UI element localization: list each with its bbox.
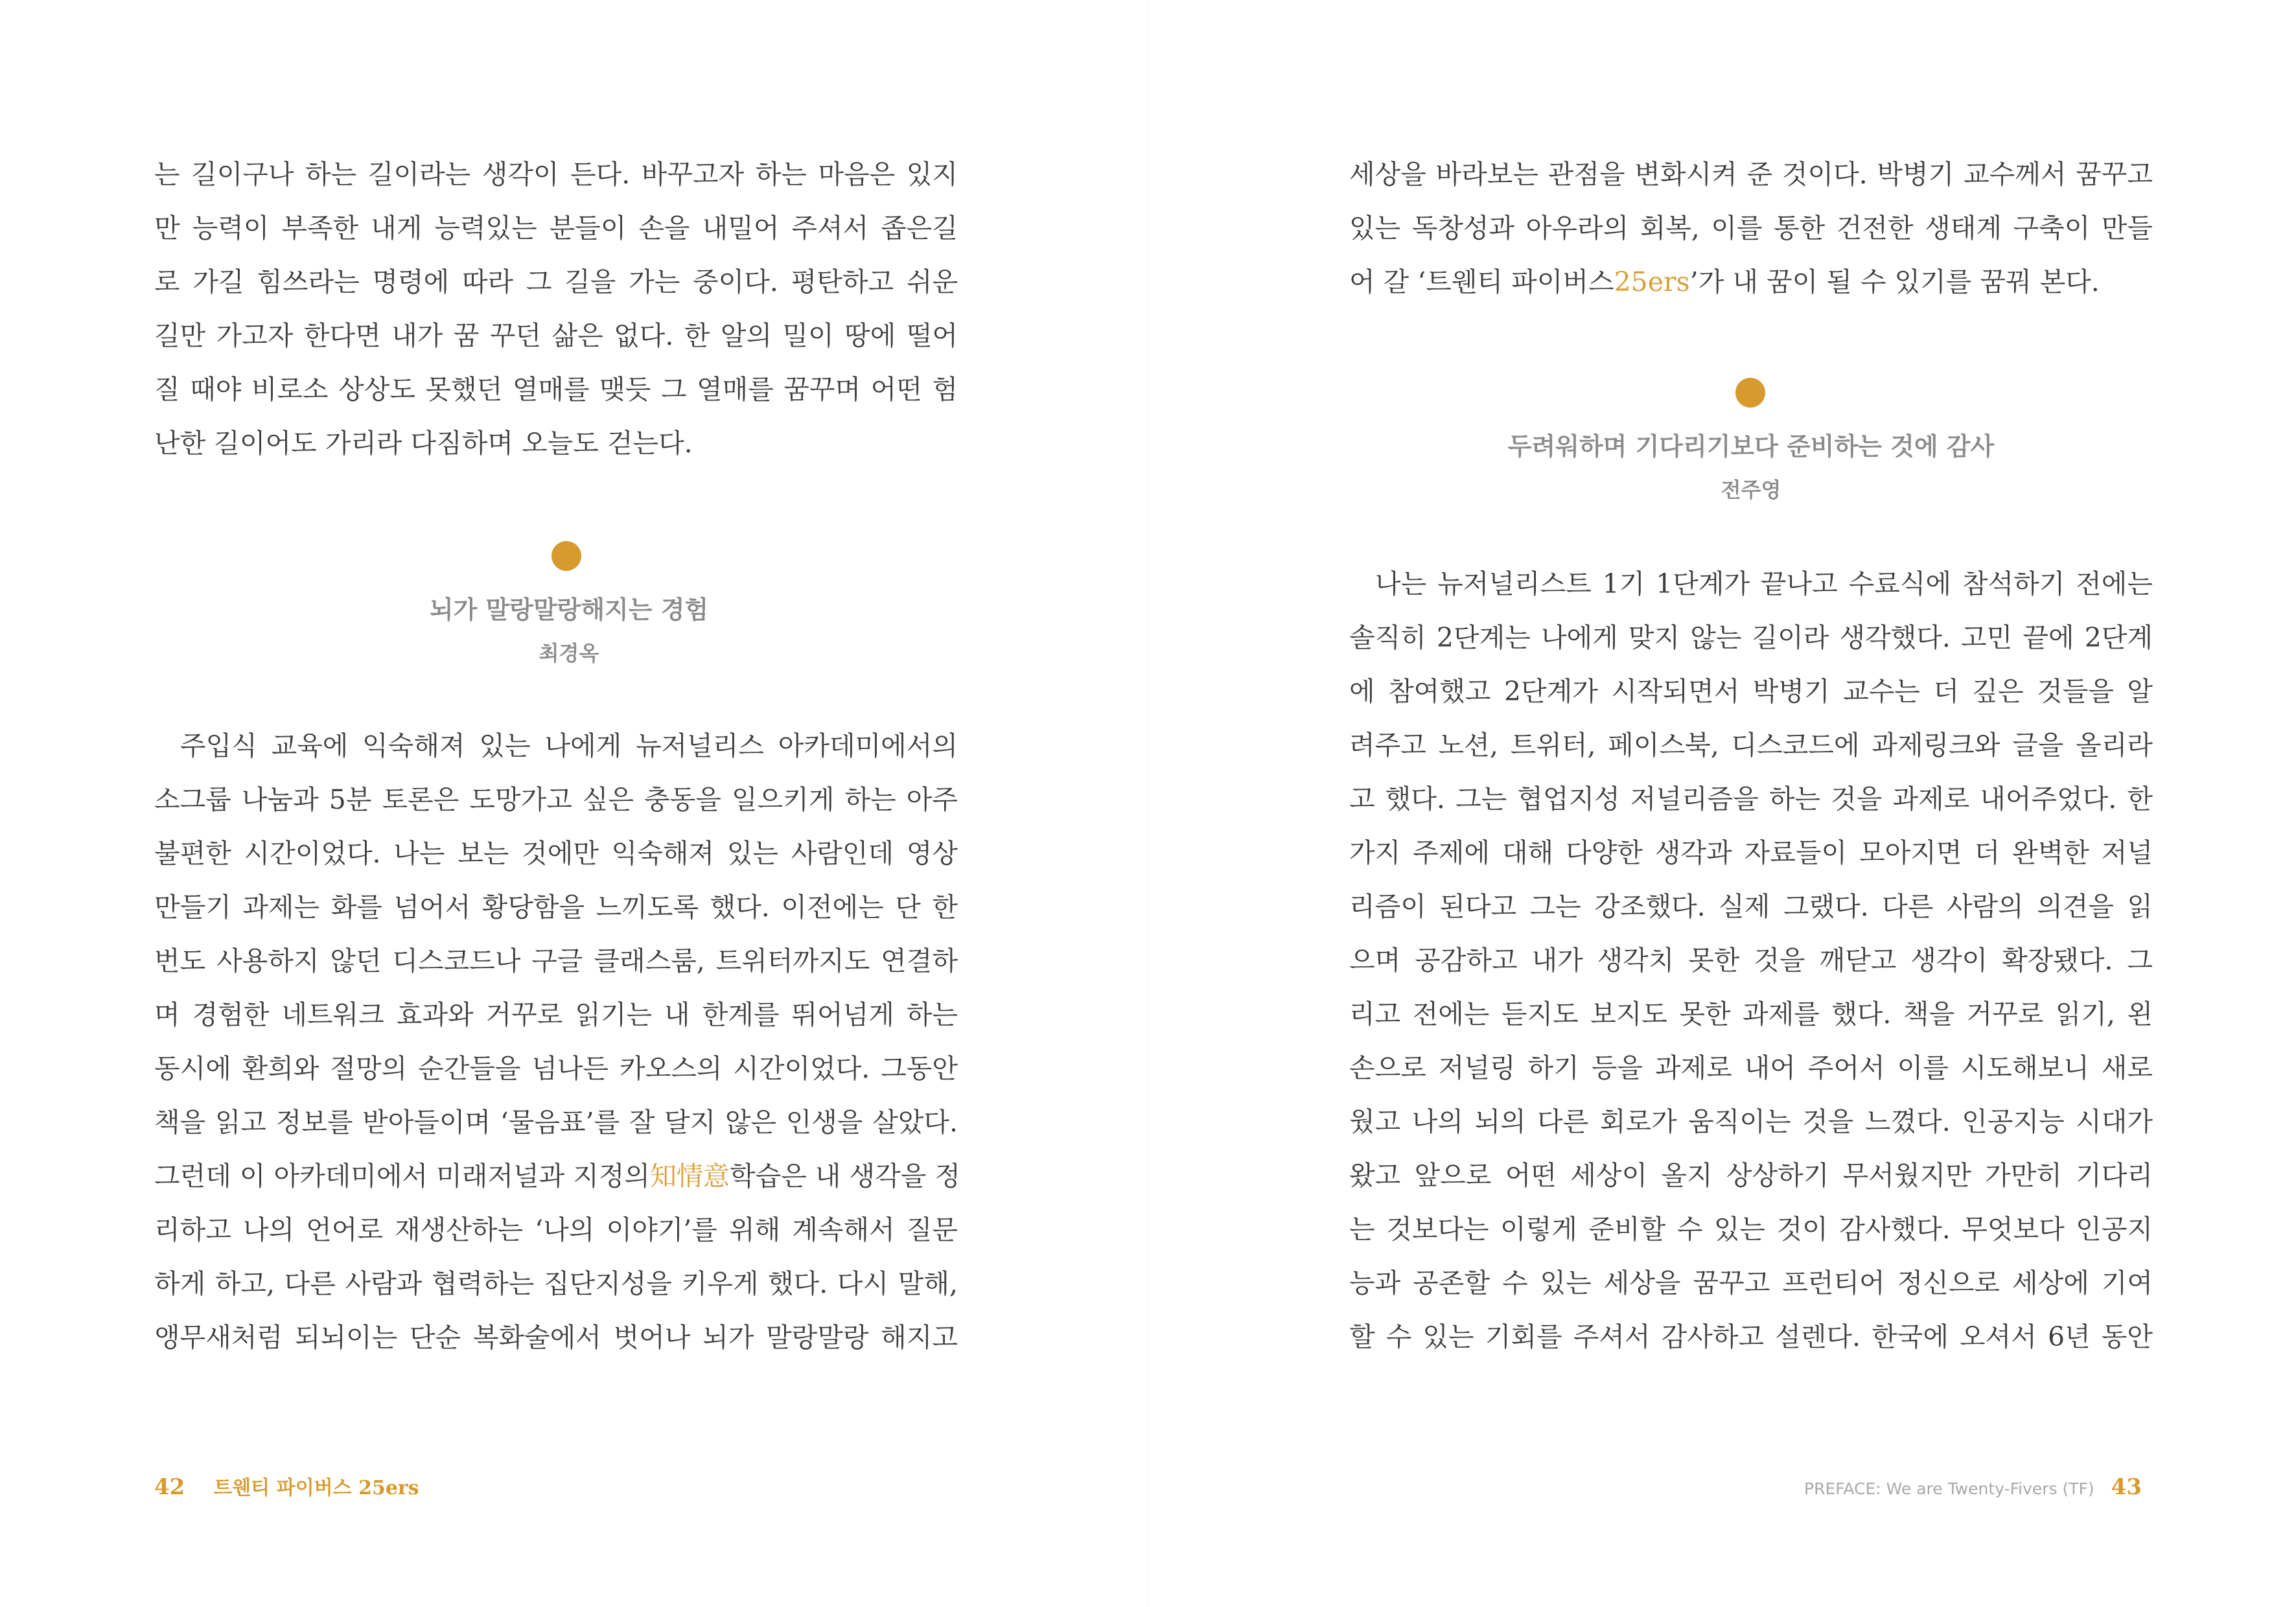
page-number: 42 (154, 1474, 185, 1500)
text-line (1349, 255, 2153, 309)
text-line: 리고 전에는 듣지도 보지도 못한 과제를 했다. 책을 거꾸로 읽기, 왼 (1349, 999, 2153, 1030)
brand-highlight: 25ers (1614, 266, 1690, 297)
text-line: 주입식 교육에 익숙해져 있는 나에게 뉴저널리스 아카데미에서의 (180, 730, 958, 761)
text-line: 웠고 나의 뇌의 다른 회로가 움직이는 것을 느꼈다. 인공지능 시대가 (1349, 1106, 2153, 1137)
text-line: 려주고 노션, 트위터, 페이스북, 디스코드에 과제링크와 글을 올리라 (1349, 730, 2153, 761)
section-author: 최경옥 (539, 641, 599, 665)
text-line: 번도 사용하지 않던 디스코드나 구글 클래스룸, 트위터까지도 연결하 (154, 945, 958, 977)
text-line: 세상을 바라보는 관점을 변화시켜 준 것이다. 박병기 교수께서 꿈꾸고 (1349, 159, 2153, 190)
text-line: 에 참여했고 2단계가 시작되면서 박병기 교수는 더 깊은 것들을 알 (1349, 676, 2153, 707)
text-line: 할 수 있는 기회를 주셔서 감사하고 설렌다. 한국에 오셔서 6년 동안 (1349, 1321, 2153, 1352)
section-author: 전주영 (1721, 478, 1781, 502)
section-title: 두려워하며 기다리기보다 준비하는 것에 감사 (1507, 432, 1995, 461)
text-span: 어 갈 ‘트웬티 파이버스 (1349, 266, 1614, 297)
text-line: 리하고 나의 언어로 재생산하는 ‘나의 이야기’를 위해 계속해서 질문 (154, 1214, 958, 1245)
text-line: 솔직히 2단계는 나에게 맞지 않는 길이라 생각했다. 고민 끝에 2단계 (1349, 622, 2153, 653)
text-line: 길만 가고자 한다면 내가 꿈 꾸던 삶은 없다. 한 알의 밀이 땅에 떨어 (154, 320, 958, 351)
right-body-paragraph (1349, 557, 2153, 1364)
left-top-paragraph (154, 148, 958, 470)
text-line: 만 능력이 부족한 내게 능력있는 분들이 손을 내밀어 주셔서 좁은길 (154, 213, 958, 244)
section-title: 뇌가 말랑말랑해지는 경험 (429, 595, 709, 624)
text-line: 가지 주제에 대해 다양한 생각과 자료들이 모아지면 더 완벽한 저널 (1349, 837, 2153, 868)
text-line: 불편한 시간이었다. 나는 보는 것에만 익숙해져 있는 사람인데 영상 (154, 838, 958, 869)
text-line: 으며 공감하고 내가 생각치 못한 것을 깨닫고 생각이 확장됐다. 그 (1349, 945, 2153, 976)
text-line: 며 경험한 네트워크 효과와 거꾸로 읽기는 내 한계를 뛰어넘게 하는 (154, 999, 958, 1030)
page-number: 43 (2111, 1474, 2142, 1500)
text-line (154, 1150, 958, 1203)
text-line: 는 것보다는 이렇게 준비할 수 있는 것이 감사했다. 무엇보다 인공지 (1349, 1214, 2153, 1245)
text-line: 있는 독창성과 아우라의 회복, 이를 통한 건전한 생태계 구축이 만들 (1349, 213, 2153, 244)
text-line: 나는 뉴저널리스트 1기 1단계가 끝나고 수료식에 참석하기 전에는 (1375, 568, 2153, 599)
text-line: 난한 길이어도 가리라 다짐하며 오늘도 걷는다. (154, 428, 693, 459)
running-preface: PREFACE: We are Twenty-Fivers (TF) (1804, 1479, 2094, 1498)
text-line: 동시에 환희와 절망의 순간들을 넘나든 카오스의 시간이었다. 그동안 (154, 1053, 958, 1084)
text-line: 능과 공존할 수 있는 세상을 꿈꾸고 프런티어 정신으로 세상에 기여 (1349, 1267, 2153, 1299)
text-line: 왔고 앞으로 어떤 세상이 올지 상상하기 무서웠지만 가만히 기다리 (1349, 1160, 2153, 1191)
section-bullet-dot-icon (551, 541, 581, 571)
text-line: 책을 읽고 정보를 받아들이며 ‘물음표’를 잘 달지 않은 인생을 살았다. (154, 1107, 958, 1138)
left-body-paragraph (154, 719, 958, 1365)
left-footer (154, 1471, 419, 1503)
text-line: 손으로 저널링 하기 등을 과제로 내어 주어서 이를 시도해보니 새로 (1349, 1052, 2153, 1083)
text-line: 만들기 과제는 화를 넘어서 황당함을 느끼도록 했다. 이전에는 단 한 (154, 892, 958, 923)
right-page (1148, 0, 2296, 1607)
text-line: 는 길이구나 하는 길이라는 생각이 든다. 바꾸고자 하는 마음은 있지 (154, 159, 958, 190)
text-span: ’가 내 꿈이 될 수 있기를 꿈꿔 본다. (1689, 266, 2100, 297)
text-line: 질 때야 비로소 상상도 못했던 열매를 맺듯 그 열매를 꿈꾸며 어떤 험 (154, 374, 958, 405)
text-line: 리즘이 된다고 그는 강조했다. 실제 그랬다. 다른 사람의 의견을 읽 (1349, 891, 2153, 922)
hanja-highlight: 知情意 (650, 1161, 730, 1192)
right-footer (1804, 1471, 2142, 1503)
section-bullet-dot-icon (1735, 378, 1765, 408)
text-span: 그런데 이 아카데미에서 미래저널과 지정의 (154, 1161, 651, 1192)
running-title: 트웬티 파이버스 25ers (213, 1477, 419, 1499)
right-top-paragraph (1349, 148, 2153, 309)
text-line: 소그룹 나눔과 5분 토론은 도망가고 싶은 충동을 일으키게 하는 아주 (154, 784, 958, 815)
text-line: 고 했다. 그는 협업지성 저널리즘을 하는 것을 과제로 내어주었다. 한 (1349, 783, 2153, 815)
text-line: 로 가길 힘쓰라는 명령에 따라 그 길을 가는 중이다. 평탄하고 쉬운 (154, 266, 958, 297)
text-line: 하게 하고, 다른 사람과 협력하는 집단지성을 키우게 했다. 다시 말해, (154, 1268, 958, 1299)
text-span: 학습은 내 생각을 정 (730, 1161, 960, 1192)
text-line: 앵무새처럼 되뇌이는 단순 복화술에서 벗어나 뇌가 말랑말랑 해지고 (154, 1322, 958, 1353)
